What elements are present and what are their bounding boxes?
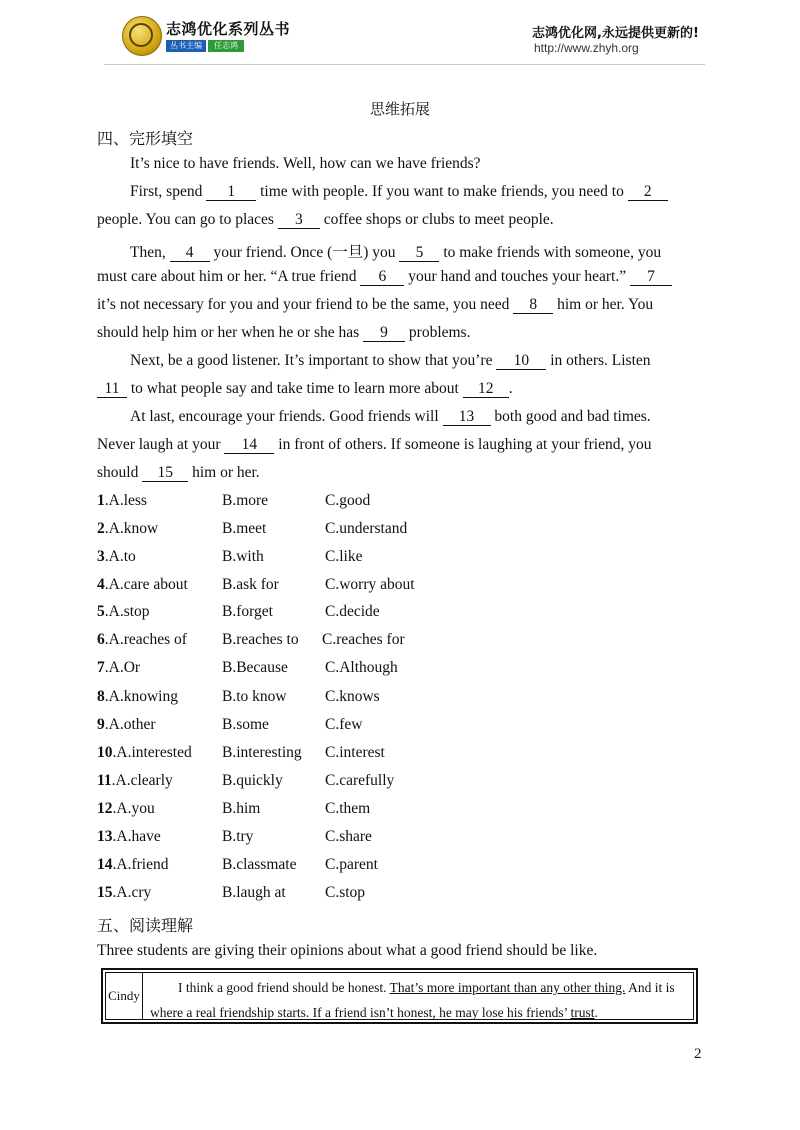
passage-line: it’s not necessary for you and your friend to be the same, you need 8 him or her. You bbox=[97, 296, 654, 313]
passage-line: At last, encourage your friends. Good friends will 13 both good and bad times. bbox=[130, 408, 651, 425]
editor-name-tag: 任志鸿 bbox=[208, 40, 244, 52]
blank-3: 3 bbox=[278, 212, 320, 229]
blank-6: 6 bbox=[360, 269, 404, 286]
blank-2: 2 bbox=[628, 184, 668, 201]
page-header bbox=[0, 0, 800, 70]
editor-tag: 丛书主编 bbox=[166, 40, 206, 52]
blank-9: 9 bbox=[363, 325, 405, 342]
passage-line: should 15 him or her. bbox=[97, 464, 260, 481]
passage-line: Never laugh at your 14 in front of others. If someone is laughing at your friend, you bbox=[97, 436, 652, 453]
blank-5: 5 bbox=[399, 245, 439, 262]
passage-line: should help him or her when he or she has 9 problems. bbox=[97, 324, 471, 341]
brand-logo-icon bbox=[122, 16, 162, 56]
header-divider bbox=[104, 64, 705, 65]
page-number: 2 bbox=[694, 1046, 702, 1062]
brand-tags bbox=[166, 40, 244, 52]
student-name-cell: Cindy bbox=[106, 973, 143, 1019]
blank-10: 10 bbox=[496, 353, 546, 370]
part4-heading: 四、完形填空 bbox=[97, 129, 194, 148]
blank-15: 15 bbox=[142, 465, 188, 482]
header-url: http://www.zhyh.org bbox=[534, 41, 639, 55]
passage-line: It’s nice to have friends. Well, how can we have friends? bbox=[130, 155, 481, 172]
part5-intro: Three students are giving their opinions about what a good friend should be like. bbox=[97, 942, 598, 959]
blank-1: 1 bbox=[206, 184, 256, 201]
passage-line: Next, be a good listener. It’s important to show that you’re 10 in others. Listen bbox=[130, 352, 651, 369]
passage-line: Then, 4 your friend. Once (一旦) you 5 to make friends with someone, you bbox=[130, 244, 662, 261]
blank-11: 11 bbox=[97, 381, 127, 398]
part5-heading: 五、阅读理解 bbox=[97, 916, 194, 935]
passage-line: 11 to what people say and take time to learn more about 12 . bbox=[97, 380, 513, 398]
opinion-text: I think a good friend should be honest. That’s more important than any other thing. And it is where a real friendship starts. If a friend isn’t honest, he may lose his friends’ trust. bbox=[150, 980, 675, 1020]
section-title: 思维拓展 bbox=[369, 100, 430, 118]
blank-13: 13 bbox=[443, 409, 491, 426]
blank-4: 4 bbox=[170, 245, 210, 262]
passage-line: people. You can go to places 3 coffee shops or clubs to meet people. bbox=[97, 211, 554, 228]
blank-7: 7 bbox=[630, 269, 672, 286]
passage-line: must care about him or her. “A true friend 6 your hand and touches your heart.” 7 bbox=[97, 268, 672, 286]
blank-14: 14 bbox=[224, 437, 274, 454]
brand-title: 志鸿优化系列丛书 bbox=[166, 20, 291, 38]
opinion-table bbox=[101, 968, 698, 1024]
header-slogan: 志鸿优化网,永远提供更新的! bbox=[532, 26, 699, 41]
blank-12: 12 bbox=[463, 381, 509, 398]
passage-line: First, spend 1 time with people. If you want to make friends, you need to 2 bbox=[130, 183, 668, 201]
blank-8: 8 bbox=[513, 297, 553, 314]
